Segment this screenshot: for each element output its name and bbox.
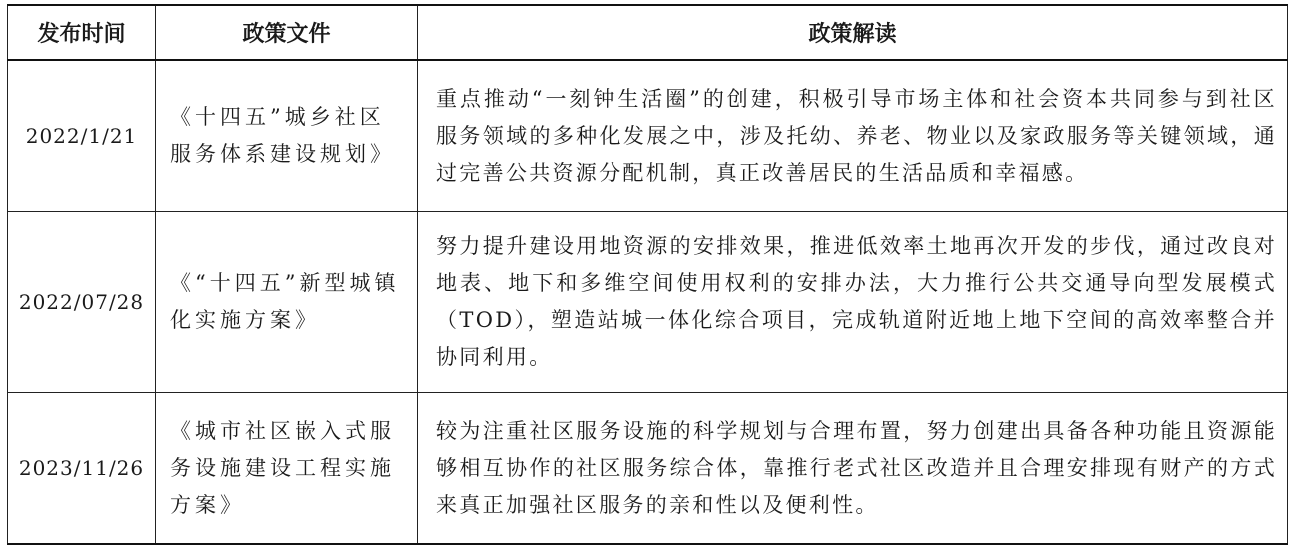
table-header-row [8,5,1288,60]
header-policy-document: 政策文件 [156,5,418,60]
header-date: 发布时间 [8,5,156,60]
policy-table [7,4,1288,545]
header-policy-interpretation: 政策解读 [418,5,1288,60]
policy-document-cell: 《城市社区嵌入式服务设施建设工程实施方案》 [156,393,418,545]
policy-interpretation-cell: 努力提升建设用地资源的安排效果，推进低效率土地再次开发的步伐，通过改良对地表、地下和多维空间使用权利的安排办法，大力推行公共交通导向型发展模式（TOD），塑造站城一体化综合项目，完成轨道附近地上地下空间的高效率整合并协同利用。 [418,212,1288,393]
policy-interpretation-cell: 重点推动“一刻钟生活圈”的创建，积极引导市场主体和社会资本共同参与到社区服务领域的多种化发展之中，涉及托幼、养老、物业以及家政服务等关键领域，通过完善公共资源分配机制，真正改善居民的生活品质和幸福感。 [418,60,1288,212]
date-cell: 2022/07/28 [8,212,156,393]
date-cell: 2023/11/26 [8,393,156,545]
date-cell: 2022/1/21 [8,60,156,212]
policy-document-cell: 《“十四五”新型城镇化实施方案》 [156,212,418,393]
policy-document-cell: 《十四五”城乡社区服务体系建设规划》 [156,60,418,212]
policy-interpretation-cell: 较为注重社区服务设施的科学规划与合理布置，努力创建出具备各种功能且资源能够相互协作的社区服务综合体，靠推行老式社区改造并且合理安排现有财产的方式来真正加强社区服务的亲和性以及便利性。 [418,393,1288,545]
table-row [8,60,1288,212]
table-row [8,393,1288,545]
table-row [8,212,1288,393]
